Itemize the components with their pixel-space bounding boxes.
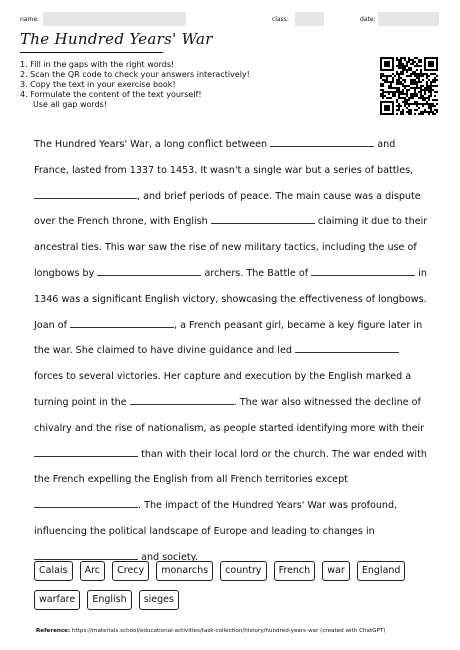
date-label: date: bbox=[360, 16, 376, 23]
instruction-5: Use all gap words! bbox=[33, 100, 108, 109]
reference bbox=[36, 628, 385, 634]
text-segment: , and brief periods of peace. The main cause was a dispute over the French throne, with English bbox=[34, 190, 421, 228]
gap-2[interactable] bbox=[34, 189, 137, 199]
text-segment: than with their local lord or the church. The war ended with the French expelling the English from all French territories except bbox=[34, 448, 427, 486]
gap-4[interactable] bbox=[97, 266, 201, 276]
worksheet-header bbox=[0, 12, 460, 28]
gap-10[interactable] bbox=[34, 498, 138, 508]
text-segment: . The impact of the Hundred Years' War was profound, influencing the political landscape of Europe and leading to changes in bbox=[34, 500, 398, 537]
word-chip[interactable]: warfare bbox=[34, 590, 80, 610]
reference-link[interactable]: https://materials.school/educational-activities/task-collection/history/hundred-years-war (created with ChatGPT) bbox=[72, 628, 386, 634]
word-chip[interactable]: English bbox=[87, 590, 131, 610]
reference-label: Reference: bbox=[36, 628, 71, 634]
date-field[interactable] bbox=[378, 12, 439, 26]
text-segment: and society. bbox=[141, 551, 198, 563]
name-label: name: bbox=[20, 16, 40, 23]
instructions bbox=[20, 60, 250, 110]
word-chip[interactable]: Crecy bbox=[112, 561, 149, 581]
gap-3[interactable] bbox=[211, 214, 315, 224]
instruction-2: 2. Scan the QR code to check your answers interactively! bbox=[20, 70, 250, 79]
gap-9[interactable] bbox=[34, 447, 138, 457]
word-chip[interactable]: England bbox=[357, 561, 406, 581]
gap-7[interactable] bbox=[295, 343, 399, 353]
class-field[interactable] bbox=[295, 12, 324, 26]
qr-code-icon[interactable] bbox=[380, 57, 438, 115]
word-chip[interactable]: Arc bbox=[80, 561, 105, 581]
word-chip[interactable]: sieges bbox=[139, 590, 179, 610]
text-segment: , a French peasant girl, became a key figure later in the war. She claimed to have divine guidance and led bbox=[34, 319, 423, 357]
title-underline bbox=[20, 52, 163, 53]
gap-6[interactable] bbox=[70, 318, 174, 328]
word-chip[interactable]: French bbox=[274, 561, 316, 581]
gap-text bbox=[34, 132, 429, 571]
instruction-4: 4. Formulate the content of the text yourself! bbox=[20, 90, 202, 99]
gap-1[interactable] bbox=[270, 137, 374, 147]
text-segment: claiming it due to their ancestral ties. This war saw the rise of new military tactics, including the use of longbows by bbox=[34, 216, 428, 279]
name-field[interactable] bbox=[43, 12, 186, 26]
instruction-1: 1. Fill in the gaps with the right words! bbox=[20, 60, 175, 69]
gap-5[interactable] bbox=[311, 266, 415, 276]
text-segment: . The war also witnessed the decline of chivalry and the rise of nationalism, as people started identifying more with their bbox=[34, 396, 425, 434]
page-title: The Hundred Years' War bbox=[20, 30, 213, 48]
text-segment: forces to several victories. Her capture and execution by the English marked a turning point in the bbox=[34, 371, 412, 408]
word-chip[interactable]: war bbox=[322, 561, 350, 581]
word-chip[interactable]: monarchs bbox=[156, 561, 213, 581]
instruction-3: 3. Copy the text in your exercise book! bbox=[20, 80, 176, 89]
word-bank bbox=[34, 558, 434, 616]
class-label: class: bbox=[272, 16, 289, 23]
text-segment: archers. The Battle of bbox=[204, 267, 309, 279]
text-segment: in 1346 was a significant English victory, showcasing the effectiveness of longbows. Joan of bbox=[34, 267, 427, 331]
text-segment: The Hundred Years' War, a long conflict between bbox=[34, 139, 268, 150]
text-segment: and France, lasted from 1337 to 1453. It wasn't a single war but a series of battles, bbox=[34, 139, 414, 176]
gap-8[interactable] bbox=[130, 395, 234, 405]
word-chip[interactable]: country bbox=[220, 561, 266, 581]
word-chip[interactable]: Calais bbox=[34, 561, 73, 581]
